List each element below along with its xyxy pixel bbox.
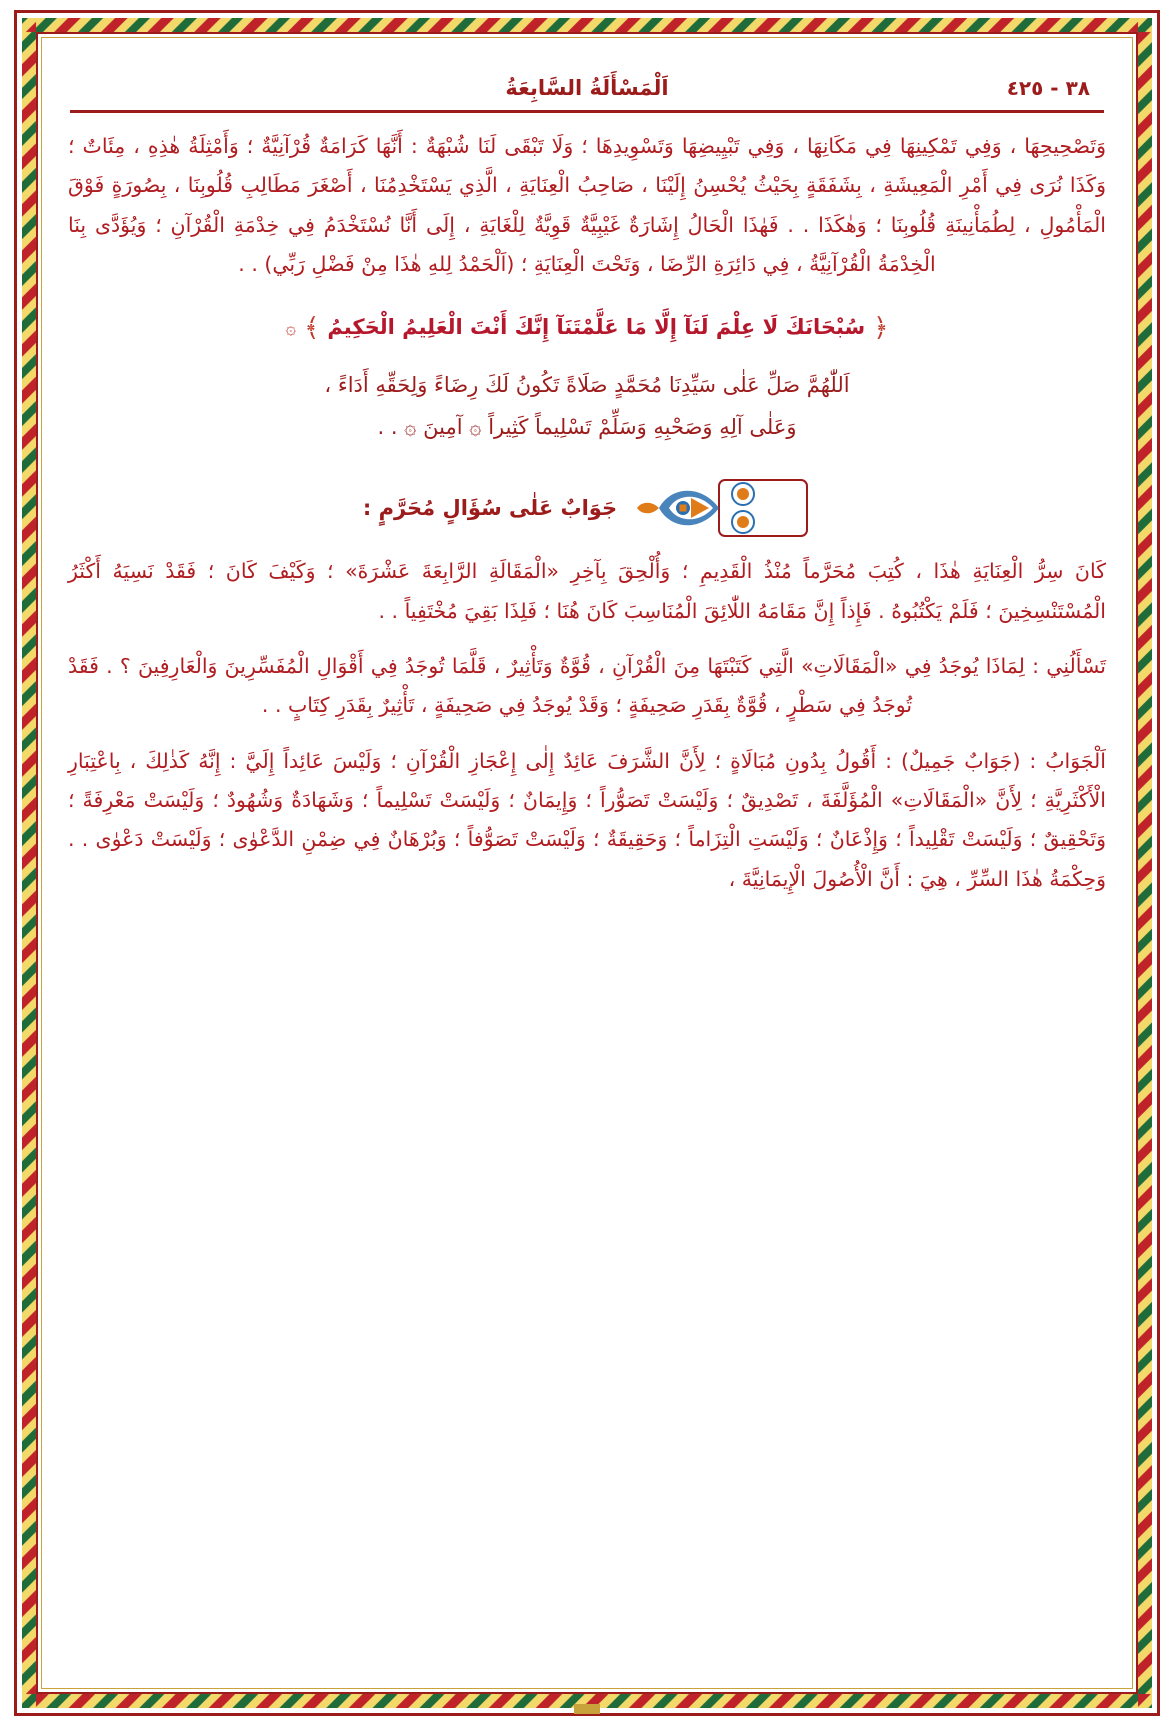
- verse-brace-close-icon: ﴾: [304, 313, 320, 344]
- paragraph-opening: وَتَصْحِيحِهَا ، وَفِي تَمْكِينِهَا فِي مَكَانِهَا ، وَفِي تَبْيِيضِهَا وَتَسْوِيدِهَا ؛ وَلَا تَبْقَى لَنَا شُبْهَةٌ : أَنَّهَا كَرَامَةٌ قُرْآنِيَّةٌ ؛ وَأَمْثِلَةُ هٰذِهِ ، مِئَاتٌ ؛ وَكَذَا نُرَى فِي أَمْرِ الْمَعِيشَةِ ، بِشَفَقَةٍ بِحَيْثُ يُحْسِنُ إِلَيْنَا ، صَاحِبُ الْعِنَايَةِ ، الَّذِي يَسْتَخْدِمُنَا ، أَصْغَرَ مَطَالِبِ قُلُوبِنَا ، بِصُورَةٍ فَوْقَ الْمَأْمُولِ ، لِطُمَأْنِينَةِ قُلُوبِنَا ؛ وَهٰكَذَا . . فَهٰذَا الْحَالُ إِشَارَةٌ غَيْبِيَّةٌ قَوِيَّةٌ لِلْغَايَةِ ، إِلَى أَنَّا نُسْتَخْدَمُ فِي خِدْمَةِ الْقُرْآنِ ؛ وَيُؤَدَّى بِنَا الْخِدْمَةُ الْقُرْآنِيَّةُ ، فِي دَائِرَةِ الرِّضَا ، وَتَحْتَ الْعِنَايَةِ ؛ (اَلْحَمْدُ لِلهِ هٰذَا مِنْ فَضْلِ رَبِّي) . .: [68, 134, 1106, 277]
- page-header: [68, 70, 1106, 100]
- paragraph-2: كَانَ سِرُّ الْعِنَايَةِ هٰذَا ، كُتِبَ مُحَرَّماً مُنْذُ الْقَدِيمِ ؛ وَأُلْحِقَ بِآخِرِ «الْمَقَالَةِ الرَّابِعَةَ عَشْرَةَ» ؛ وَكَيْفَ كَانَ ؛ فَقَدْ نَسِيَهُ أَكْثَرُ الْمُسْتَنْسِخِينَ ؛ فَلَمْ يَكْتُبُوهُ . فَإِذاً إِنَّ مَقَامَهُ اللّٰائِقَ الْمُنَاسِبَ كَانَ هُنَا ؛ فَلِذَا بَقِيَ مُخْتَفِياً . .: [68, 559, 1106, 623]
- spacer: [68, 284, 1106, 308]
- spacer: [68, 631, 1106, 647]
- section-heading-row: [68, 474, 1106, 542]
- decorative-ornament: [631, 474, 811, 542]
- quran-verse-line: [68, 308, 1106, 348]
- document-body: [68, 127, 1106, 899]
- bottom-decorative-tab: [574, 1704, 600, 1714]
- section-heading-text: جَوَابٌ عَلٰى سُؤَالٍ مُحَرَّمٍ :: [362, 496, 618, 521]
- page-title: اَلْمَسْأَلَةُ السَّابِعَةُ: [505, 76, 669, 100]
- verse-brace-open-icon: ﴿: [873, 313, 889, 344]
- dua-line-2: وَعَلٰى آلِهِ وَصَحْبِهِ وَسَلِّمْ تَسْلِيماً كَثِيراً ۞ آمِينَ ۞ . .: [377, 415, 797, 440]
- page-number: ٣٨ - ٤٢٥: [1006, 76, 1090, 100]
- quran-verse-text: سُبْحَانَكَ لَا عِلْمَ لَنَآ إِلَّا مَا عَلَّمْتَنَآ إِنَّكَ أَنْتَ الْعَلِيمُ الْحَكِيمُ: [327, 315, 866, 340]
- dua-line-1: اَللّٰهُمَّ صَلِّ عَلٰى سَيِّدِنَا مُحَمَّدٍ صَلَاةً تَكُونُ لَكَ رِضَاءً وَلِحَقِّهِ أَدَاءً ،: [324, 373, 850, 398]
- paragraph-4: اَلْجَوَابُ : (جَوَابٌ جَمِيلٌ) : أَقُولُ بِدُونِ مُبَالَاةٍ ؛ لِأَنَّ الشَّرَفَ عَائِدٌ إِلٰى إِعْجَازِ الْقُرْآنِ ؛ وَلَيْسَ عَائِداً إِلَيَّ : إِنَّهُ كَذٰلِكَ ، بِاعْتِبَارِ الْأَكْثَرِيَّةِ ؛ لِأَنَّ «الْمَقَالَاتِ» الْمُؤَلَّفَةَ ، تَصْدِيقٌ ؛ وَلَيْسَتْ تَصَوُّراً ؛ وَإِيمَانٌ ؛ وَلَيْسَتْ تَسْلِيماً ؛ وَشَهَادَةٌ وَشُهُودٌ ؛ وَلَيْسَتْ مَعْرِفَةً ؛ وَتَحْقِيقٌ ؛ وَلَيْسَتْ تَقْلِيداً ؛ وَإِذْعَانٌ ؛ وَلَيْسَتِ الْتِزَاماً ؛ وَحَقِيقَةٌ ؛ وَلَيْسَتْ تَصَوُّفاً ؛ وَبُرْهَانٌ فِي ضِمْنِ الدَّعْوٰى ؛ وَلَيْسَتْ دَعْوٰى . . وَحِكْمَةُ هٰذَا السِّرِّ ، هِيَ : أَنَّ الْأُصُولَ الْإِيمَانِيَّةَ ،: [68, 748, 1106, 891]
- verse-end-flower-icon: ۞: [285, 317, 297, 339]
- spacer: [68, 726, 1106, 742]
- header-divider: [70, 110, 1104, 113]
- page-content: [58, 58, 1116, 1670]
- spacer: [68, 348, 1106, 364]
- paragraph-3: تَسْأَلُنِي : لِمَاذَا يُوجَدُ فِي «الْمَقَالَاتِ» الَّتِي كَتَبْتَهَا مِنَ الْقُرْآنِ ، قُوَّةٌ وَتَأْثِيرٌ ، قَلَّمَا تُوجَدُ فِي أَقْوَالِ الْمُفَسِّرِينَ وَالْعَارِفِينَ ؟ . فَقَدْ تُوجَدُ فِي سَطْرٍ ، قُوَّةٌ بِقَدَرِ صَحِيفَةٍ ؛ وَقَدْ يُوجَدُ فِي صَحِيفَةٍ ، تَأْثِيرٌ بِقَدَرِ كِتَابٍ . .: [68, 654, 1106, 718]
